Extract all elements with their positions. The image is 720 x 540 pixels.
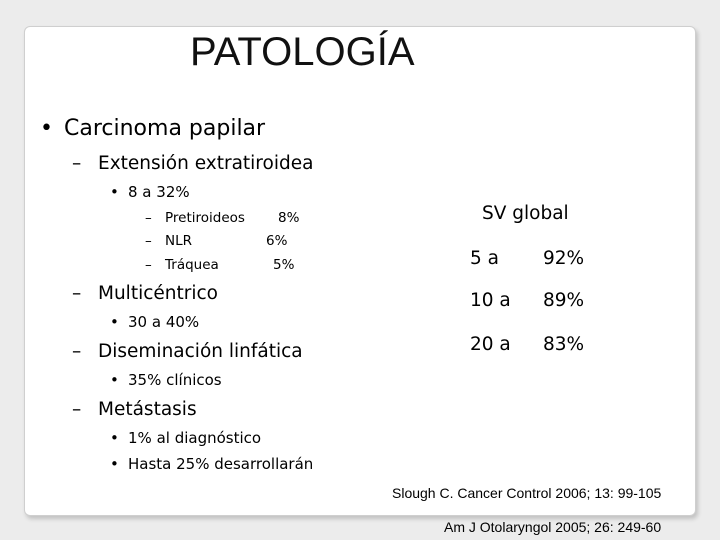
item-metastasis-desarrollaran: Hasta 25% desarrollarán <box>128 455 314 473</box>
bullet-marker: • <box>110 455 119 473</box>
sub-item-value-pretiroideos: 8% <box>278 210 300 226</box>
sub-item-label-traquea: Tráquea <box>165 257 219 273</box>
item-multicentrico: Multicéntrico <box>98 283 218 304</box>
item-diseminacion-pct: 35% clínicos <box>128 371 222 389</box>
bullet-marker: • <box>40 116 53 141</box>
dash-marker: – <box>145 233 152 249</box>
bullet-marker: • <box>110 429 119 447</box>
item-extension-extratiroidea: Extensión extratiroidea <box>98 153 314 174</box>
dash-marker: – <box>72 399 82 420</box>
item-extension-pct: 8 a 32% <box>128 183 190 201</box>
item-diseminacion-linfatica: Diseminación linfática <box>98 341 303 362</box>
survival-value: 92% <box>543 248 585 269</box>
survival-period: 5 a <box>470 248 499 269</box>
bullet-carcinoma-papilar: Carcinoma papilar <box>64 116 266 141</box>
sub-item-label-pretiroideos: Pretiroideos <box>165 210 245 226</box>
survival-value: 89% <box>543 290 585 311</box>
sub-item-value-nlr: 6% <box>266 233 288 249</box>
dash-marker: – <box>72 283 82 304</box>
dash-marker: – <box>145 257 152 273</box>
bullet-marker: • <box>110 313 119 331</box>
survival-period: 20 a <box>470 334 511 355</box>
survival-header: SV global <box>482 203 569 224</box>
slide <box>24 26 696 516</box>
item-metastasis: Metástasis <box>98 399 197 420</box>
item-multicentrico-pct: 30 a 40% <box>128 313 200 331</box>
item-metastasis-diagnostico: 1% al diagnóstico <box>128 429 262 447</box>
dash-marker: – <box>145 210 152 226</box>
sub-item-label-nlr: NLR <box>165 233 192 249</box>
reference-am-j-otolaryngol: Am J Otolaryngol 2005; 26: 249-60 <box>444 519 662 535</box>
survival-period: 10 a <box>470 290 511 311</box>
sub-item-value-traquea: 5% <box>273 257 295 273</box>
bullet-marker: • <box>110 183 119 201</box>
survival-value: 83% <box>543 334 585 355</box>
bullet-marker: • <box>110 371 119 389</box>
slide-title: PATOLOGÍA <box>190 30 415 74</box>
dash-marker: – <box>72 153 82 174</box>
dash-marker: – <box>72 341 82 362</box>
reference-slough: Slough C. Cancer Control 2006; 13: 99-105 <box>392 485 662 501</box>
